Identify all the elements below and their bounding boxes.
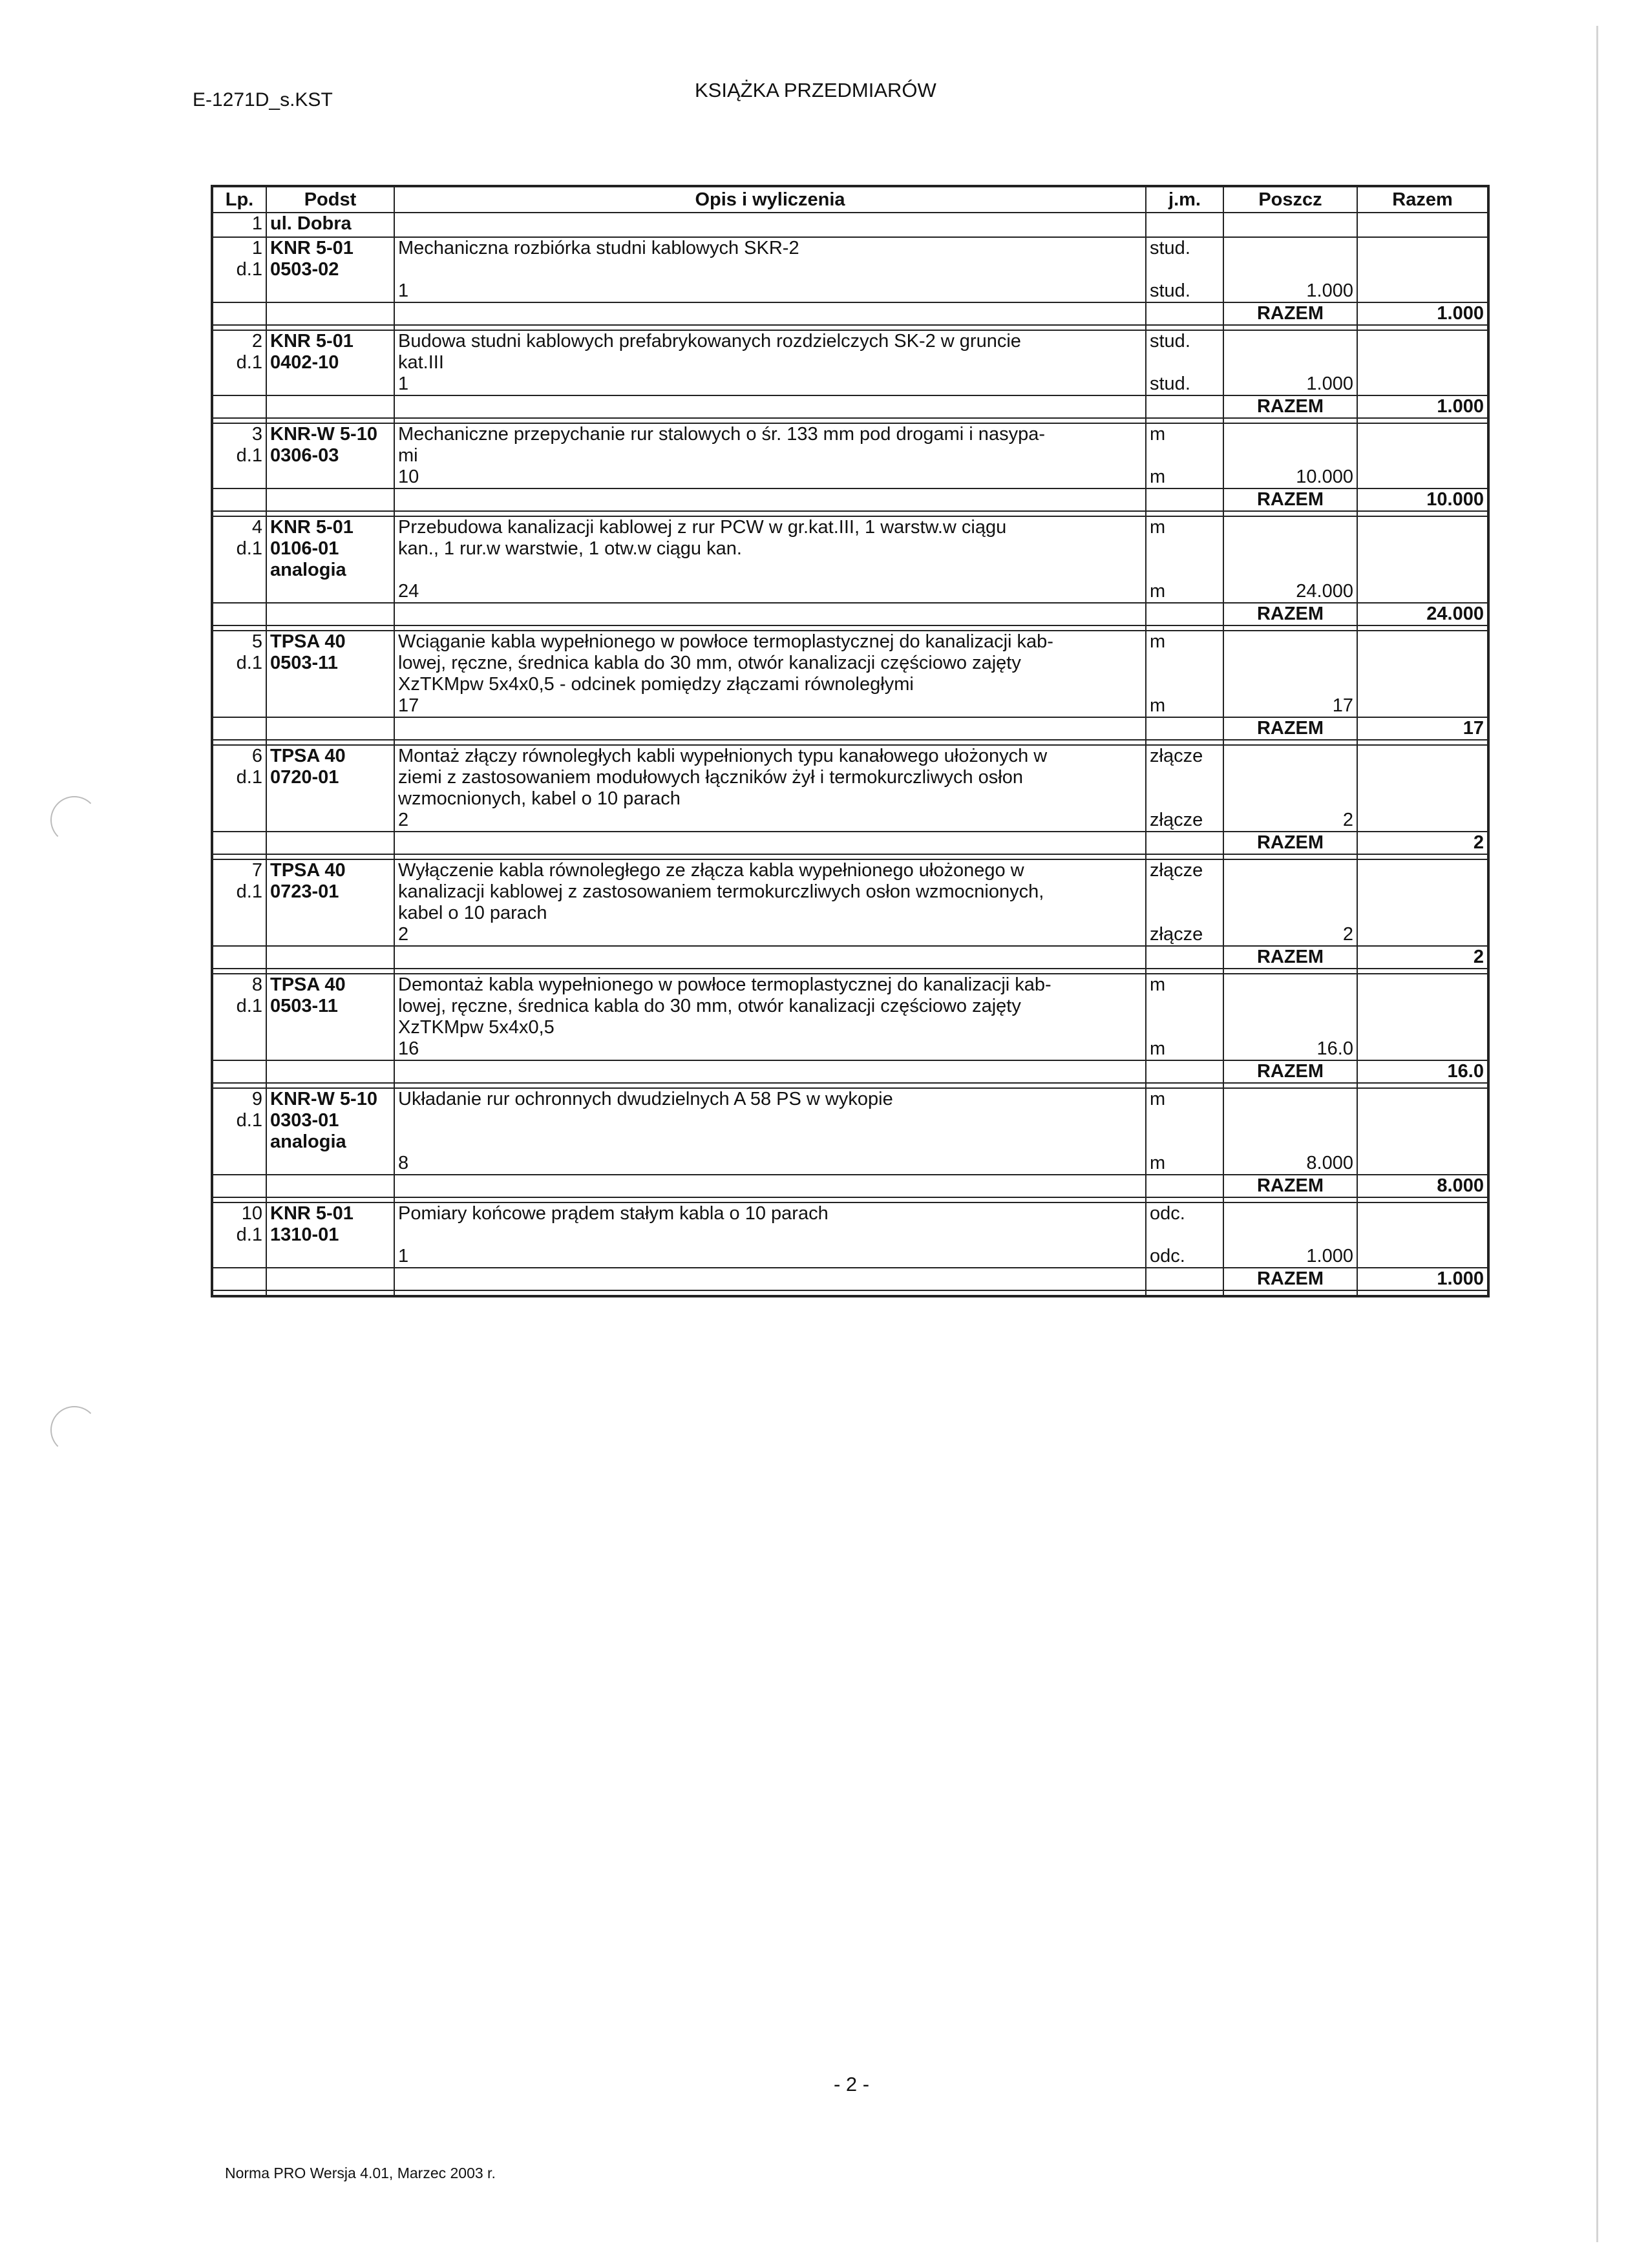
jm-unit-calc: stud.	[1150, 280, 1190, 301]
table-row	[212, 237, 1488, 302]
lp-sub: d.1	[236, 1224, 262, 1245]
razem-label: RAZEM	[1223, 717, 1357, 740]
razem-row	[212, 603, 1488, 625]
podst-line: KNR 5-01	[270, 238, 354, 258]
punch-hole-bottom	[50, 1406, 98, 1454]
poszcz-cell	[1223, 1202, 1357, 1268]
jm-cell	[1146, 237, 1223, 302]
opis-cell	[394, 859, 1146, 946]
podst-line: KNR-W 5-10	[270, 424, 377, 445]
table-row	[212, 330, 1488, 395]
razem-row	[212, 946, 1488, 969]
razem-value: 1.000	[1357, 302, 1488, 325]
jm-unit-calc: złącze	[1150, 810, 1203, 830]
razem-cell	[1357, 859, 1488, 946]
razem-label: RAZEM	[1223, 1268, 1357, 1290]
lp-cell	[212, 745, 266, 832]
podst-cell	[266, 974, 394, 1060]
poszcz-cell	[1223, 745, 1357, 832]
jm-unit-calc: stud.	[1150, 373, 1190, 394]
poszcz-cell	[1223, 859, 1357, 946]
jm-cell	[1146, 859, 1223, 946]
opis-line: Mechaniczna rozbiórka studni kablowych SKR-2	[398, 238, 799, 258]
opis-line: Pomiary końcowe prądem stałym kabla o 10 parach	[398, 1203, 829, 1224]
razem-row	[212, 1268, 1488, 1290]
podst-line: 1310-01	[270, 1224, 339, 1245]
lp-cell	[212, 1088, 266, 1175]
podst-line: 0402-10	[270, 352, 339, 373]
table-row	[212, 1088, 1488, 1175]
podst-line: TPSA 40	[270, 974, 346, 995]
jm-unit: m	[1150, 1089, 1166, 1109]
podst-line: 0720-01	[270, 767, 339, 788]
razem-row	[212, 1060, 1488, 1083]
podst-line: KNR 5-01	[270, 517, 354, 538]
jm-cell	[1146, 1088, 1223, 1175]
lp-cell	[212, 423, 266, 488]
poszcz-value: 1.000	[1306, 280, 1353, 301]
poszcz-cell	[1223, 330, 1357, 395]
col-header-razem: Razem	[1357, 186, 1488, 213]
razem-label: RAZEM	[1223, 302, 1357, 325]
table-row	[212, 631, 1488, 717]
section-row	[212, 213, 1488, 237]
calc-line: 8	[398, 1153, 409, 1173]
podst-line: 0306-03	[270, 445, 339, 466]
calc-line: 10	[398, 467, 419, 487]
section-name: ul. Dobra	[266, 213, 394, 237]
lp-sub: d.1	[236, 767, 262, 788]
jm-unit: m	[1150, 517, 1166, 538]
jm-unit: m	[1150, 631, 1166, 652]
opis-line	[398, 259, 1142, 280]
poszcz-cell	[1223, 237, 1357, 302]
razem-value: 2	[1357, 832, 1488, 854]
opis-line	[398, 1224, 1142, 1246]
podst-cell	[266, 516, 394, 603]
poszcz-value: 16.0	[1316, 1038, 1353, 1059]
razem-row	[212, 302, 1488, 325]
lp-number: 6	[251, 746, 262, 766]
spacer-row	[212, 325, 1488, 330]
lp-sub: d.1	[236, 1110, 262, 1131]
opis-cell	[394, 237, 1146, 302]
podst-line: 0303-01	[270, 1110, 339, 1131]
poszcz-cell	[1223, 516, 1357, 603]
jm-unit: odc.	[1150, 1203, 1185, 1224]
col-header-opis: Opis i wyliczenia	[394, 186, 1146, 213]
lp-number: 3	[251, 424, 262, 445]
razem-cell	[1357, 631, 1488, 717]
lp-number: 5	[251, 631, 262, 652]
opis-cell	[394, 745, 1146, 832]
table-row	[212, 516, 1488, 603]
lp-number: 8	[251, 974, 262, 995]
calc-line: 2	[398, 924, 409, 945]
spacer-row	[212, 625, 1488, 631]
jm-unit: stud.	[1150, 238, 1190, 258]
razem-label: RAZEM	[1223, 603, 1357, 625]
lp-number: 1	[251, 238, 262, 258]
section-lp: 1	[212, 213, 266, 237]
jm-unit: złącze	[1150, 860, 1203, 881]
podst-line: 0106-01	[270, 538, 339, 559]
opis-line: kan., 1 rur.w warstwie, 1 otw.w ciągu kan.	[398, 538, 742, 559]
calc-line: 24	[398, 581, 419, 602]
poszcz-cell	[1223, 631, 1357, 717]
jm-unit: m	[1150, 974, 1166, 995]
podst-cell	[266, 330, 394, 395]
jm-unit-calc: m	[1150, 1153, 1166, 1173]
lp-sub: d.1	[236, 538, 262, 559]
table-row	[212, 423, 1488, 488]
jm-unit-calc: odc.	[1150, 1246, 1185, 1266]
calc-line: 16	[398, 1038, 419, 1059]
lp-cell	[212, 237, 266, 302]
lp-cell	[212, 859, 266, 946]
spacer-row	[212, 1197, 1488, 1202]
razem-cell	[1357, 237, 1488, 302]
razem-value: 2	[1357, 946, 1488, 969]
calc-line: 2	[398, 810, 409, 830]
opis-line: XzTKMpw 5x4x0,5 - odcinek pomiędzy złączami równoległymi	[398, 674, 914, 695]
podst-line: 0723-01	[270, 881, 339, 902]
lp-number: 4	[251, 517, 262, 538]
col-header-podst: Podst	[266, 186, 394, 213]
razem-row	[212, 717, 1488, 740]
podst-line: KNR 5-01	[270, 1203, 354, 1224]
przedmiar-table	[211, 185, 1490, 1297]
podst-line: 0503-11	[270, 996, 338, 1016]
podst-line: KNR-W 5-10	[270, 1089, 377, 1109]
lp-number: 7	[251, 860, 262, 881]
podst-cell	[266, 859, 394, 946]
jm-cell	[1146, 330, 1223, 395]
razem-cell	[1357, 423, 1488, 488]
poszcz-value: 24.000	[1296, 581, 1353, 602]
punch-hole-top	[50, 796, 98, 844]
lp-sub: d.1	[236, 653, 262, 673]
razem-label: RAZEM	[1223, 1175, 1357, 1197]
opis-line: Budowa studni kablowych prefabrykowanych rozdzielczych SK-2 w gruncie	[398, 331, 1021, 352]
col-header-poszcz: Poszcz	[1223, 186, 1357, 213]
opis-line: XzTKMpw 5x4x0,5	[398, 1017, 555, 1038]
calc-line: 17	[398, 695, 419, 716]
razem-label: RAZEM	[1223, 488, 1357, 511]
col-header-lp: Lp.	[212, 186, 266, 213]
razem-label: RAZEM	[1223, 395, 1357, 418]
podst-line: analogia	[270, 560, 346, 580]
spacer-row	[212, 854, 1488, 859]
razem-value: 16.0	[1357, 1060, 1488, 1083]
opis-line: lowej, ręczne, średnica kabla do 30 mm, otwór kanalizacji częściowo zajęty	[398, 996, 1021, 1016]
lp-sub: d.1	[236, 352, 262, 373]
spacer-row	[212, 740, 1488, 745]
podst-cell	[266, 1202, 394, 1268]
lp-cell	[212, 974, 266, 1060]
razem-cell	[1357, 1088, 1488, 1175]
lp-number: 2	[251, 331, 262, 352]
opis-line	[398, 560, 1142, 581]
opis-line: Mechaniczne przepychanie rur stalowych o śr. 133 mm pod drogami i nasypa-	[398, 424, 1045, 445]
razem-value: 1.000	[1357, 1268, 1488, 1290]
table-row	[212, 859, 1488, 946]
lp-number: 10	[241, 1203, 262, 1224]
lp-sub: d.1	[236, 259, 262, 280]
razem-cell	[1357, 516, 1488, 603]
opis-cell	[394, 423, 1146, 488]
podst-line: 0503-02	[270, 259, 339, 280]
razem-cell	[1357, 974, 1488, 1060]
lp-cell	[212, 516, 266, 603]
spacer-row	[212, 969, 1488, 974]
opis-cell	[394, 631, 1146, 717]
razem-value: 1.000	[1357, 395, 1488, 418]
poszcz-value: 17	[1332, 695, 1353, 716]
podst-line: TPSA 40	[270, 631, 346, 652]
podst-cell	[266, 745, 394, 832]
podst-cell	[266, 1088, 394, 1175]
poszcz-value: 8.000	[1306, 1153, 1353, 1173]
lp-sub: d.1	[236, 996, 262, 1016]
col-header-jm: j.m.	[1146, 186, 1223, 213]
opis-cell	[394, 974, 1146, 1060]
jm-cell	[1146, 745, 1223, 832]
poszcz-cell	[1223, 423, 1357, 488]
jm-cell	[1146, 631, 1223, 717]
jm-cell	[1146, 974, 1223, 1060]
opis-line	[398, 1110, 1142, 1131]
podst-cell	[266, 631, 394, 717]
opis-line: Wyłączenie kabla równoległego ze złącza kabla wypełnionego ułożonego w	[398, 860, 1024, 881]
opis-cell	[394, 1088, 1146, 1175]
razem-value: 17	[1357, 717, 1488, 740]
footer-note: Norma PRO Wersja 4.01, Marzec 2003 r.	[225, 2165, 496, 2181]
opis-line: Układanie rur ochronnych dwudzielnych A 58 PS w wykopie	[398, 1089, 893, 1109]
jm-cell	[1146, 1202, 1223, 1268]
razem-label: RAZEM	[1223, 1060, 1357, 1083]
poszcz-value: 1.000	[1306, 1246, 1353, 1266]
podst-cell	[266, 237, 394, 302]
spacer-row	[212, 511, 1488, 516]
razem-cell	[1357, 330, 1488, 395]
poszcz-cell	[1223, 1088, 1357, 1175]
table-row	[212, 745, 1488, 832]
opis-line: kat.III	[398, 352, 444, 373]
lp-cell	[212, 1202, 266, 1268]
poszcz-value: 2	[1342, 924, 1353, 945]
opis-cell	[394, 330, 1146, 395]
razem-row	[212, 395, 1488, 418]
opis-line: Montaż złączy równoległych kabli wypełnionych typu kanałowego ułożonych w	[398, 746, 1048, 766]
spacer-row	[212, 1290, 1488, 1296]
razem-value: 24.000	[1357, 603, 1488, 625]
page-title: KSIĄŻKA PRZEDMIARÓW	[695, 79, 936, 101]
podst-cell	[266, 423, 394, 488]
razem-row	[212, 1175, 1488, 1197]
opis-line: lowej, ręczne, średnica kabla do 30 mm, otwór kanalizacji częściowo zajęty	[398, 653, 1021, 673]
jm-unit: złącze	[1150, 746, 1203, 766]
razem-label: RAZEM	[1223, 832, 1357, 854]
opis-cell	[394, 516, 1146, 603]
razem-row	[212, 488, 1488, 511]
lp-number: 9	[251, 1089, 262, 1109]
razem-cell	[1357, 745, 1488, 832]
poszcz-value: 2	[1342, 810, 1353, 830]
jm-cell	[1146, 516, 1223, 603]
poszcz-value: 10.000	[1296, 467, 1353, 487]
razem-value: 8.000	[1357, 1175, 1488, 1197]
opis-line: mi	[398, 445, 418, 466]
jm-unit-calc: złącze	[1150, 924, 1203, 945]
lp-sub: d.1	[236, 445, 262, 466]
table-row	[212, 1202, 1488, 1268]
podst-line: KNR 5-01	[270, 331, 354, 352]
lp-cell	[212, 330, 266, 395]
jm-unit: stud.	[1150, 331, 1190, 352]
poszcz-value: 1.000	[1306, 373, 1353, 394]
table-header-row	[212, 186, 1488, 213]
podst-line: TPSA 40	[270, 746, 346, 766]
lp-sub: d.1	[236, 881, 262, 902]
lp-cell	[212, 631, 266, 717]
jm-unit-calc: m	[1150, 581, 1166, 602]
opis-line: ziemi z zastosowaniem modułowych łączników żył i termokurczliwych osłon	[398, 767, 1023, 788]
jm-unit-calc: m	[1150, 467, 1166, 487]
jm-unit-calc: m	[1150, 695, 1166, 716]
calc-line: 1	[398, 280, 409, 301]
opis-line: Wciąganie kabla wypełnionego w powłoce termoplastycznej do kanalizacji kab-	[398, 631, 1053, 652]
file-name: E-1271D_s.KST	[193, 89, 333, 110]
table-row	[212, 974, 1488, 1060]
page-number: - 2 -	[834, 2073, 870, 2095]
razem-row	[212, 832, 1488, 854]
razem-value: 10.000	[1357, 488, 1488, 511]
razem-cell	[1357, 1202, 1488, 1268]
jm-unit-calc: m	[1150, 1038, 1166, 1059]
spacer-row	[212, 1083, 1488, 1088]
spacer-row	[212, 418, 1488, 423]
jm-unit: m	[1150, 424, 1166, 445]
calc-line: 1	[398, 373, 409, 394]
opis-line: wzmocnionych, kabel o 10 parach	[398, 788, 681, 809]
page-edge-line	[1596, 26, 1598, 2242]
calc-line: 1	[398, 1246, 409, 1266]
opis-cell	[394, 1202, 1146, 1268]
opis-line: Demontaż kabla wypełnionego w powłoce termoplastycznej do kanalizacji kab-	[398, 974, 1051, 995]
razem-label: RAZEM	[1223, 946, 1357, 969]
podst-line: 0503-11	[270, 653, 338, 673]
opis-line: kabel o 10 parach	[398, 903, 547, 923]
jm-cell	[1146, 423, 1223, 488]
poszcz-cell	[1223, 974, 1357, 1060]
podst-line: TPSA 40	[270, 860, 346, 881]
opis-line: Przebudowa kanalizacji kablowej z rur PCW w gr.kat.III, 1 warstw.w ciągu	[398, 517, 1007, 538]
opis-line: kanalizacji kablowej z zastosowaniem termokurczliwych osłon wzmocnionych,	[398, 881, 1044, 902]
podst-line: analogia	[270, 1131, 346, 1152]
opis-line	[398, 1131, 1142, 1153]
